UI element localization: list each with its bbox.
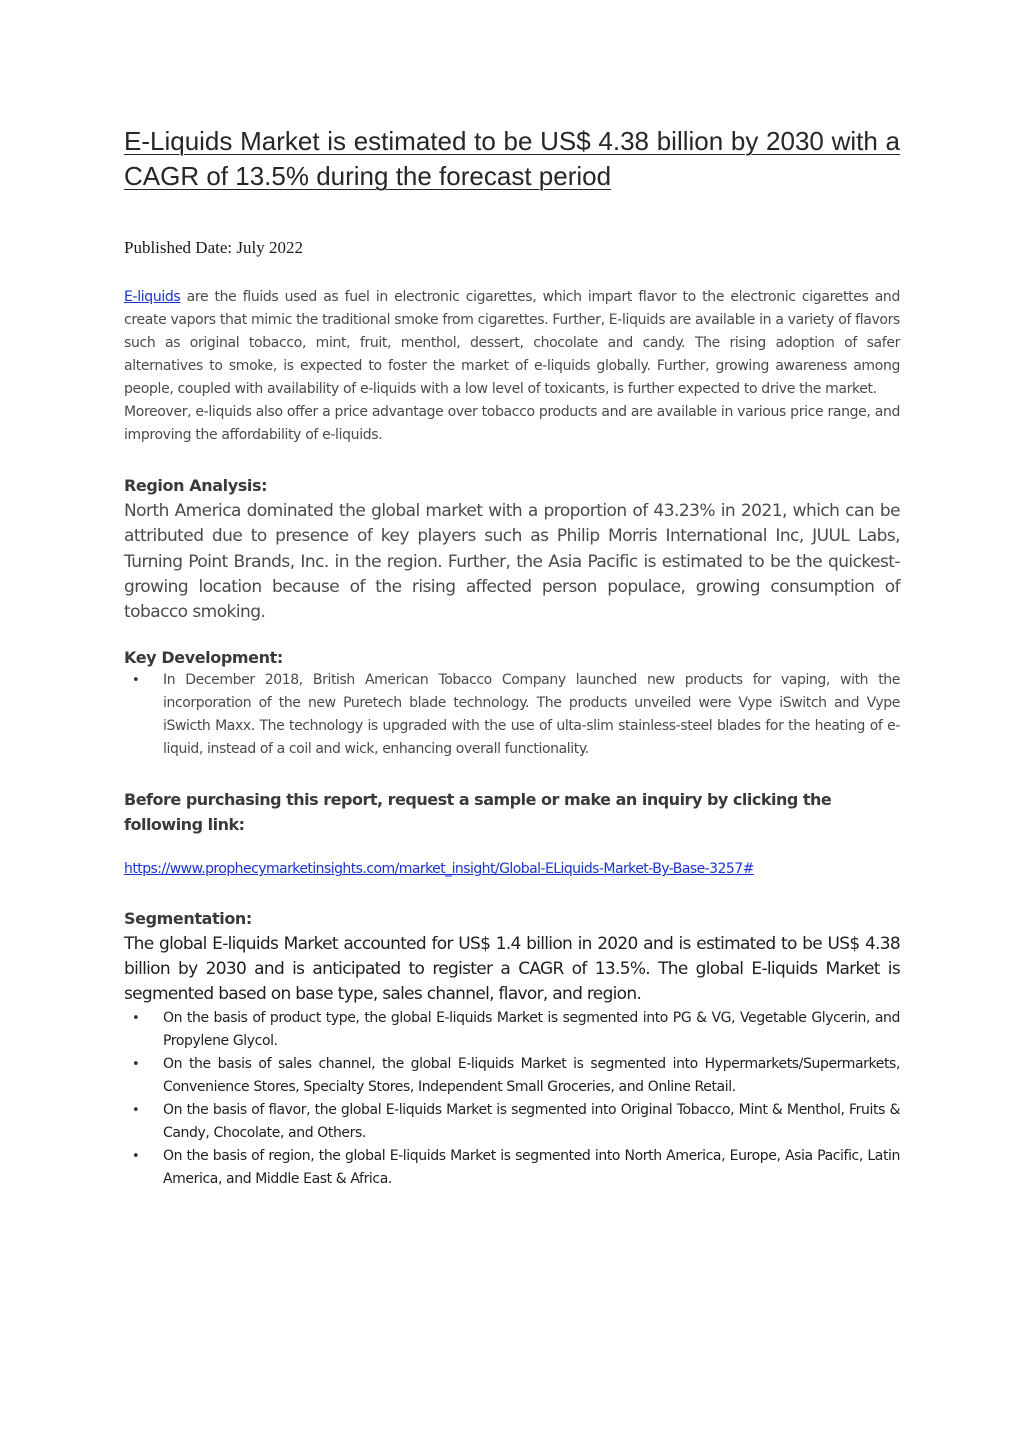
list-item	[124, 1053, 900, 1099]
bullet-icon: •	[132, 1011, 140, 1027]
intro-section	[124, 286, 900, 447]
page-title: E-Liquids Market is estimated to be US$ 4.38 billion by 2030 with a CAGR of 13.5% during the forecast period	[124, 126, 900, 191]
report-link[interactable]: https://www.prophecymarketinsights.com/market_insight/Global-ELiquids-Market-By-Base-3257#	[124, 861, 754, 878]
inquiry-call-to-action: Before purchasing this report, request a sample or make an inquiry by clicking the following link:	[124, 790, 832, 835]
list-item-text: On the basis of sales channel, the global E-liquids Market is segmented into Hypermarkets/Supermarkets, Convenience Stores, Specialty Stores, Independent Small Groceries, and Online Retail.	[163, 1056, 900, 1096]
intro-paragraph-2: Moreover, e-liquids also offer a price advantage over tobacco products and are available in various price range, and improving the affordability of e-liquids.	[124, 404, 900, 443]
list-item	[124, 1145, 900, 1191]
segmentation-list	[124, 1007, 900, 1191]
list-item-text: On the basis of flavor, the global E-liquids Market is segmented into Original Tobacco, Mint & Menthol, Fruits & Candy, Chocolate, and Others.	[163, 1102, 900, 1142]
list-item-text: On the basis of product type, the global E-liquids Market is segmented into PG & VG, Vegetable Glycerin, and Propylene Glycol.	[163, 1010, 900, 1050]
intro-paragraph-1-text: are the fluids used as fuel in electronic cigarettes, which impart flavor to the electronic cigarettes and create vapors that mimic the traditional smoke from cigarettes. Further, E-liquids are available in a variety of flavors such as original tobacco, mint, fruit, menthol, dessert, chocolate and candy. The rising adoption of safer alternatives to smoke, is expected to foster the market of e-liquids globally. Further, growing awareness among people, coupled with availability of e-liquids with a low level of toxicants, is further expected to drive the market.	[124, 289, 900, 397]
list-item-text: In December 2018, British American Tobacco Company launched new products for vaping, with the incorporation of the new Puretech blade technology. The products unveiled were Vype iSwitch and Vype iSwicth Maxx. The technology is upgraded with the use of ulta-slim stainless-steel blades for the heating of e-liquid, instead of a coil and wick, enhancing overall functionality.	[163, 672, 900, 758]
bullet-icon: •	[132, 673, 140, 689]
list-item	[124, 669, 900, 761]
e-liquids-link[interactable]: E-liquids	[124, 289, 181, 305]
list-item	[124, 1099, 900, 1145]
segmentation-text: The global E-liquids Market accounted for US$ 1.4 billion in 2020 and is estimated to be US$ 4.38 billion by 2030 and is anticipated to register a CAGR of 13.5%. The global E-liquids Market is segmented based on base type, sales channel, flavor, and region.	[124, 934, 900, 1005]
region-analysis-heading: Region Analysis:	[124, 476, 268, 495]
region-analysis-text: North America dominated the global market with a proportion of 43.23% in 2021, which can be attributed due to presence of key players such as Philip Morris International Inc, JUUL Labs, Turning Point Brands, Inc. in the region. Further, the Asia Pacific is estimated to be the quickest-growing location because of the rising affected person populace, growing consumption of tobacco smoking.	[124, 501, 900, 623]
intro-paragraph-1	[124, 286, 900, 401]
document-page	[124, 124, 900, 1191]
bullet-icon: •	[132, 1149, 140, 1165]
list-item	[124, 1007, 900, 1053]
key-development-heading: Key Development:	[124, 648, 283, 668]
segmentation-heading: Segmentation:	[124, 909, 252, 929]
list-item-text: On the basis of region, the global E-liquids Market is segmented into North America, Europe, Asia Pacific, Latin America, and Middle East & Africa.	[163, 1148, 900, 1188]
key-development-list	[124, 669, 900, 761]
bullet-icon: •	[132, 1057, 140, 1073]
published-date: Published Date: July 2022	[124, 238, 303, 257]
bullet-icon: •	[132, 1103, 140, 1119]
